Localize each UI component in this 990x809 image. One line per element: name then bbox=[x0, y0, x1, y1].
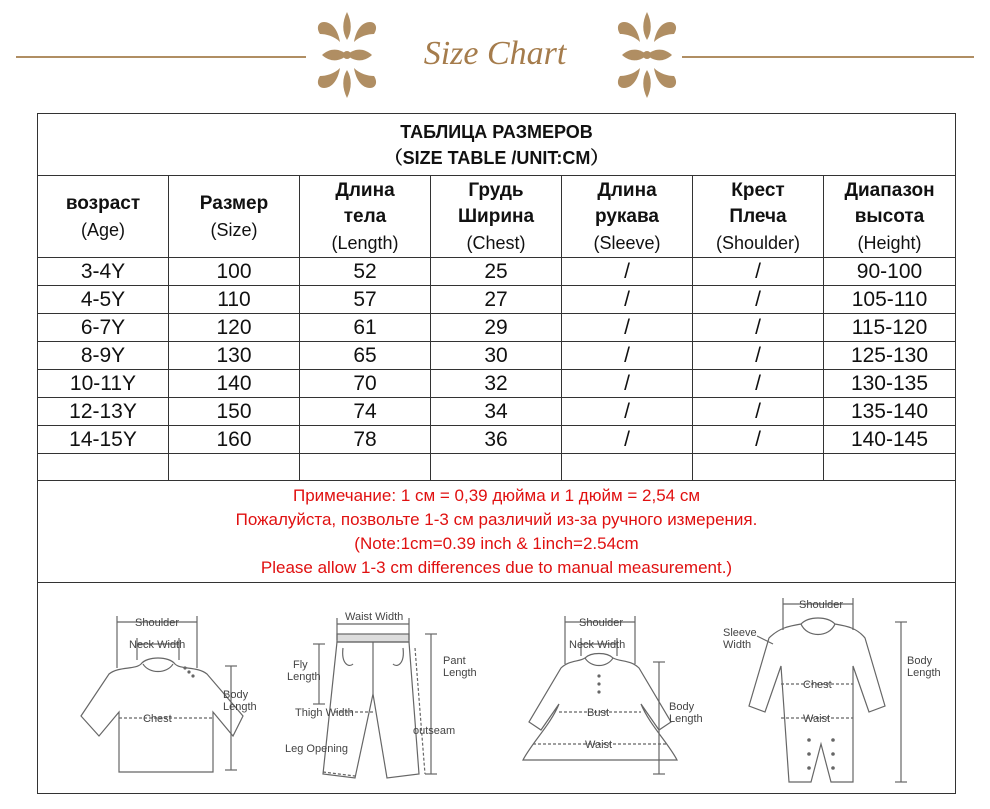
column-header-height bbox=[824, 176, 956, 258]
note-line: Please allow 1-3 cm differences due to manual measurement.) bbox=[260, 557, 733, 577]
column-header-ru: Диапазон bbox=[844, 179, 935, 201]
cell-chest: 36 bbox=[431, 426, 562, 454]
cell-sleeve: / bbox=[562, 370, 693, 398]
cell-chest: 27 bbox=[431, 286, 562, 314]
label-shoulder: Shoulder bbox=[135, 617, 180, 629]
column-header-ru: Длина bbox=[597, 179, 657, 201]
empty-cell bbox=[169, 454, 300, 481]
cell-age: 14-15Y bbox=[38, 426, 169, 454]
cell-size: 120 bbox=[169, 314, 300, 342]
cell-size: 100 bbox=[169, 258, 300, 286]
table-row bbox=[38, 370, 956, 398]
cell-length: 57 bbox=[300, 286, 431, 314]
table-row bbox=[38, 426, 956, 454]
cell-shoulder: / bbox=[693, 258, 824, 286]
cell-shoulder: / bbox=[693, 426, 824, 454]
table-empty-row bbox=[38, 454, 956, 481]
label-neck-width: Neck Width bbox=[129, 639, 186, 651]
column-header-size bbox=[169, 176, 300, 258]
cell-sleeve: / bbox=[562, 398, 693, 426]
cell-height: 125-130 bbox=[824, 342, 956, 370]
cell-height: 130-135 bbox=[824, 370, 956, 398]
label-shoulder: Shoulder bbox=[579, 617, 624, 629]
column-header-ru: Длина bbox=[335, 179, 395, 201]
label-chest: Chest bbox=[143, 713, 172, 725]
note-line: (Note:1cm=0.39 inch & 1inch=2.54cm bbox=[354, 533, 639, 553]
ornament-right-icon bbox=[602, 8, 692, 102]
column-header-ru: Грудь bbox=[468, 179, 524, 201]
empty-cell bbox=[431, 454, 562, 481]
header-divider-left bbox=[16, 56, 306, 58]
table-row bbox=[38, 286, 956, 314]
column-header-ru: Размер bbox=[199, 192, 269, 214]
column-header-en: (Size) bbox=[210, 219, 258, 240]
label-waist: Waist bbox=[803, 713, 831, 725]
cell-length: 61 bbox=[300, 314, 431, 342]
column-header-length bbox=[300, 176, 431, 258]
label-chest: Chest bbox=[803, 679, 832, 691]
cell-chest: 29 bbox=[431, 314, 562, 342]
cell-shoulder: / bbox=[693, 286, 824, 314]
label-pant-length-1: Pant bbox=[443, 655, 466, 667]
cell-length: 65 bbox=[300, 342, 431, 370]
column-header-ru2: Ширина bbox=[457, 205, 535, 227]
cell-shoulder: / bbox=[693, 314, 824, 342]
table-row bbox=[38, 314, 956, 342]
cell-age: 4-5Y bbox=[38, 286, 169, 314]
column-header-age bbox=[38, 176, 169, 258]
label-sleeve-width-1: Sleeve bbox=[723, 627, 757, 639]
column-header-ru: возраст bbox=[65, 192, 141, 214]
cell-shoulder: / bbox=[693, 370, 824, 398]
cell-height: 105-110 bbox=[824, 286, 956, 314]
label-leg-opening: Leg Opening bbox=[285, 743, 348, 755]
cell-sleeve: / bbox=[562, 286, 693, 314]
column-header-en: (Sleeve) bbox=[593, 232, 661, 253]
cell-height: 140-145 bbox=[824, 426, 956, 454]
label-bust: Bust bbox=[587, 707, 610, 719]
column-header-ru2: рукава bbox=[595, 205, 659, 227]
label-body-length-2: Length bbox=[907, 667, 941, 679]
page-title: Size Chart bbox=[423, 35, 567, 72]
cell-size: 110 bbox=[169, 286, 300, 314]
label-body-length-2: Length bbox=[223, 701, 257, 713]
cell-sleeve: / bbox=[562, 258, 693, 286]
label-shoulder: Shoulder bbox=[799, 599, 844, 611]
note-line: Примечание: 1 см = 0,39 дюйма и 1 дюйм = 2,54 см bbox=[292, 485, 701, 505]
column-header-en: (Age) bbox=[80, 219, 125, 240]
note-line: Пожалуйста, позвольте 1-3 см различий из-за ручного измерения. bbox=[235, 509, 758, 529]
cell-age: 8-9Y bbox=[38, 342, 169, 370]
cell-height: 115-120 bbox=[824, 314, 956, 342]
label-pant-length-2: Length bbox=[443, 667, 477, 679]
label-outseam: outseam bbox=[413, 725, 456, 737]
page-header bbox=[0, 0, 990, 110]
cell-height: 90-100 bbox=[824, 258, 956, 286]
label-sleeve-width-2: Width bbox=[723, 639, 752, 651]
empty-cell bbox=[562, 454, 693, 481]
table-caption-ru: ТАБЛИЦА РАЗМЕРОВ bbox=[400, 121, 593, 142]
cell-length: 70 bbox=[300, 370, 431, 398]
table-row bbox=[38, 342, 956, 370]
cell-chest: 34 bbox=[431, 398, 562, 426]
cell-chest: 32 bbox=[431, 370, 562, 398]
column-header-ru2: тела bbox=[343, 205, 387, 227]
measurement-note bbox=[38, 481, 956, 583]
cell-chest: 25 bbox=[431, 258, 562, 286]
cell-age: 12-13Y bbox=[38, 398, 169, 426]
label-body-length-2: Length bbox=[669, 713, 703, 725]
cell-size: 150 bbox=[169, 398, 300, 426]
cell-chest: 30 bbox=[431, 342, 562, 370]
cell-height: 135-140 bbox=[824, 398, 956, 426]
table-body bbox=[38, 258, 956, 454]
cell-length: 78 bbox=[300, 426, 431, 454]
label-fly-length-2: Length bbox=[287, 671, 321, 683]
label-body-length-1: Body bbox=[223, 689, 249, 701]
table-row bbox=[38, 258, 956, 286]
label-thigh-width: Thigh Width bbox=[295, 707, 354, 719]
empty-cell bbox=[300, 454, 431, 481]
column-header-ru: Крест bbox=[731, 179, 785, 201]
cell-sleeve: / bbox=[562, 342, 693, 370]
table-row bbox=[38, 398, 956, 426]
column-header-ru2: Плеча bbox=[729, 205, 787, 227]
cell-size: 130 bbox=[169, 342, 300, 370]
cell-length: 52 bbox=[300, 258, 431, 286]
empty-cell bbox=[38, 454, 169, 481]
column-header-shoulder bbox=[693, 176, 824, 258]
column-header-en: (Height) bbox=[857, 232, 922, 253]
column-header-en: (Shoulder) bbox=[715, 232, 801, 253]
cell-size: 160 bbox=[169, 426, 300, 454]
column-header-sleeve bbox=[562, 176, 693, 258]
column-header-ru2: высота bbox=[854, 205, 925, 227]
table-caption-en: （SIZE TABLE /UNIT:CM） bbox=[384, 147, 609, 168]
measurement-diagrams bbox=[37, 582, 955, 792]
cell-shoulder: / bbox=[693, 342, 824, 370]
dress-diagram-icon bbox=[503, 604, 703, 784]
table-caption bbox=[38, 114, 956, 176]
shirt-diagram-icon bbox=[73, 604, 273, 784]
label-waist-width: Waist Width bbox=[345, 611, 404, 623]
table-note-row bbox=[38, 481, 956, 583]
table-caption-row bbox=[38, 114, 956, 176]
column-header-en: (Length) bbox=[331, 232, 399, 253]
cell-age: 3-4Y bbox=[38, 258, 169, 286]
label-neck-width: Neck Width bbox=[569, 639, 626, 651]
empty-cell bbox=[824, 454, 956, 481]
romper-diagram-icon bbox=[717, 594, 941, 790]
cell-age: 6-7Y bbox=[38, 314, 169, 342]
header-divider-right bbox=[682, 56, 974, 58]
pants-diagram-icon bbox=[283, 604, 483, 784]
cell-shoulder: / bbox=[693, 398, 824, 426]
cell-length: 74 bbox=[300, 398, 431, 426]
label-fly-length-1: Fly bbox=[293, 659, 308, 671]
cell-sleeve: / bbox=[562, 314, 693, 342]
table-header-row bbox=[38, 176, 956, 258]
ornament-left-icon bbox=[302, 8, 392, 102]
cell-age: 10-11Y bbox=[38, 370, 169, 398]
label-waist: Waist bbox=[585, 739, 613, 751]
column-header-chest bbox=[431, 176, 562, 258]
empty-cell bbox=[693, 454, 824, 481]
column-header-en: (Chest) bbox=[466, 232, 526, 253]
cell-sleeve: / bbox=[562, 426, 693, 454]
label-body-length-1: Body bbox=[669, 701, 695, 713]
cell-size: 140 bbox=[169, 370, 300, 398]
label-body-length-1: Body bbox=[907, 655, 933, 667]
